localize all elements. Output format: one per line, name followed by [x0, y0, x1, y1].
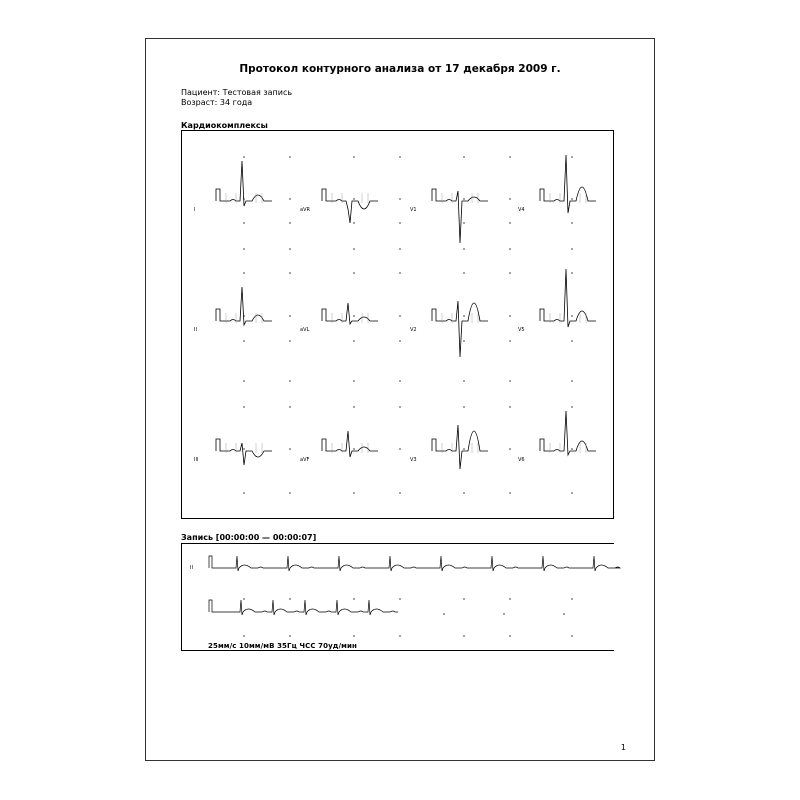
grid-dot [353, 198, 354, 199]
grid-dot [289, 598, 290, 599]
grid-dot [443, 613, 444, 614]
grid-dot [503, 613, 504, 614]
lead-label-II: II [194, 327, 197, 333]
lead-waveform-aVL [322, 303, 378, 324]
patient-value: Тестовая запись [222, 88, 293, 97]
rhythm-plot [182, 544, 615, 652]
grid-dot [463, 222, 464, 223]
grid-dot [289, 248, 290, 249]
lead-waveform-aVR [322, 189, 378, 223]
grid-dot [289, 156, 290, 157]
rhythm-lead-label: II [190, 565, 193, 571]
lead-waveform-V5 [540, 269, 596, 327]
grid-dot [353, 156, 354, 157]
grid-dot [399, 406, 400, 407]
grid-dot [353, 406, 354, 407]
complexes-heading: Кардиокомплексы [181, 121, 268, 130]
grid-dot [571, 340, 572, 341]
grid-dot [399, 598, 400, 599]
grid-dot [399, 448, 400, 449]
grid-dot [399, 248, 400, 249]
document-title: Протокол контурного анализа от 17 декабря 2009 г. [239, 63, 561, 75]
grid-dot [353, 340, 354, 341]
lead-label-V4: V4 [518, 207, 525, 213]
grid-dot [509, 635, 510, 636]
grid-dot [289, 198, 290, 199]
grid-dot [289, 315, 290, 316]
lead-waveform-II [216, 287, 272, 325]
recording-heading: Запись [00:00:00 — 00:00:07] [181, 533, 317, 542]
grid-dot [463, 198, 464, 199]
lead-waveform-V2 [432, 301, 488, 357]
grid-dot [399, 315, 400, 316]
grid-dot [289, 448, 290, 449]
complexes-plot [182, 131, 615, 520]
grid-dot [353, 598, 354, 599]
grid-dot [399, 198, 400, 199]
age-label: Возраст: [181, 98, 218, 107]
grid-dot [571, 156, 572, 157]
grid-dot [243, 380, 244, 381]
grid-dot [463, 492, 464, 493]
grid-dot [353, 448, 354, 449]
grid-dot [571, 448, 572, 449]
grid-dot [243, 340, 244, 341]
grid-dot [571, 198, 572, 199]
grid-dot [399, 222, 400, 223]
lead-label-aVL: aVL [300, 327, 310, 333]
grid-dot [353, 222, 354, 223]
grid-dot [289, 635, 290, 636]
grid-dot [399, 492, 400, 493]
grid-dot [571, 406, 572, 407]
lead-waveform-III [216, 439, 272, 465]
grid-dot [353, 635, 354, 636]
grid-dot [571, 315, 572, 316]
lead-label-V5: V5 [518, 327, 525, 333]
age-value: 34 года [219, 98, 253, 107]
grid-dot [243, 598, 244, 599]
grid-dot [571, 248, 572, 249]
recording-panel [181, 543, 614, 651]
grid-dot [353, 248, 354, 249]
grid-dot [463, 340, 464, 341]
lead-waveform-V4 [540, 155, 596, 213]
grid-dot [289, 492, 290, 493]
grid-dot [463, 156, 464, 157]
grid-dot [399, 380, 400, 381]
lead-label-aVR: aVR [300, 207, 310, 213]
patient-line [181, 88, 292, 98]
grid-dot [353, 315, 354, 316]
grid-dot [571, 492, 572, 493]
grid-dot [509, 380, 510, 381]
age-line [181, 98, 252, 108]
grid-dot [571, 222, 572, 223]
grid-dot [289, 380, 290, 381]
grid-dot [243, 448, 244, 449]
grid-dot [399, 156, 400, 157]
grid-dot [463, 380, 464, 381]
grid-dot [243, 248, 244, 249]
grid-dot [509, 248, 510, 249]
grid-dot [509, 198, 510, 199]
grid-dot [243, 635, 244, 636]
grid-dot [509, 156, 510, 157]
grid-dot [289, 222, 290, 223]
recording-settings: 25мм/с 10мм/мВ 35Гц ЧСС 70уд/мин [208, 642, 357, 650]
lead-waveform-aVF [322, 431, 378, 457]
patient-label: Пациент: [181, 88, 221, 97]
lead-label-V2: V2 [410, 327, 417, 333]
grid-dot [243, 156, 244, 157]
grid-dot [463, 598, 464, 599]
grid-dot [289, 272, 290, 273]
grid-dot [509, 315, 510, 316]
grid-dot [571, 272, 572, 273]
grid-dot [571, 598, 572, 599]
grid-dot [399, 340, 400, 341]
grid-dot [353, 272, 354, 273]
grid-dot [509, 448, 510, 449]
grid-dot [509, 222, 510, 223]
grid-dot [243, 272, 244, 273]
rhythm-trace-row2 [209, 600, 398, 615]
lead-label-V1: V1 [410, 207, 417, 213]
grid-dot [399, 272, 400, 273]
lead-label-III: III [194, 457, 199, 463]
grid-dot [353, 380, 354, 381]
grid-dot [463, 315, 464, 316]
grid-dot [509, 340, 510, 341]
rhythm-trace-row1 [209, 556, 620, 571]
grid-dot [463, 406, 464, 407]
complexes-panel [181, 130, 614, 519]
grid-dot [509, 406, 510, 407]
grid-dot [463, 248, 464, 249]
lead-label-I: I [194, 207, 196, 213]
grid-dot [463, 272, 464, 273]
grid-dot [509, 272, 510, 273]
lead-label-V6: V6 [518, 457, 525, 463]
grid-dot [563, 613, 564, 614]
grid-dot [289, 406, 290, 407]
lead-waveform-V1 [432, 189, 488, 243]
grid-dot [571, 380, 572, 381]
grid-dot [243, 222, 244, 223]
lead-waveform-V6 [540, 411, 596, 455]
page-number: 1 [620, 743, 626, 752]
document-page [145, 38, 655, 761]
lead-label-V3: V3 [410, 457, 417, 463]
lead-waveform-V3 [432, 425, 488, 469]
grid-dot [289, 340, 290, 341]
grid-dot [571, 635, 572, 636]
grid-dot [243, 492, 244, 493]
grid-dot [463, 448, 464, 449]
grid-dot [509, 598, 510, 599]
grid-dot [243, 406, 244, 407]
lead-label-aVF: aVF [300, 457, 310, 463]
grid-dot [509, 492, 510, 493]
lead-waveform-I [216, 161, 272, 206]
grid-dot [353, 492, 354, 493]
grid-dot [399, 635, 400, 636]
grid-dot [463, 635, 464, 636]
